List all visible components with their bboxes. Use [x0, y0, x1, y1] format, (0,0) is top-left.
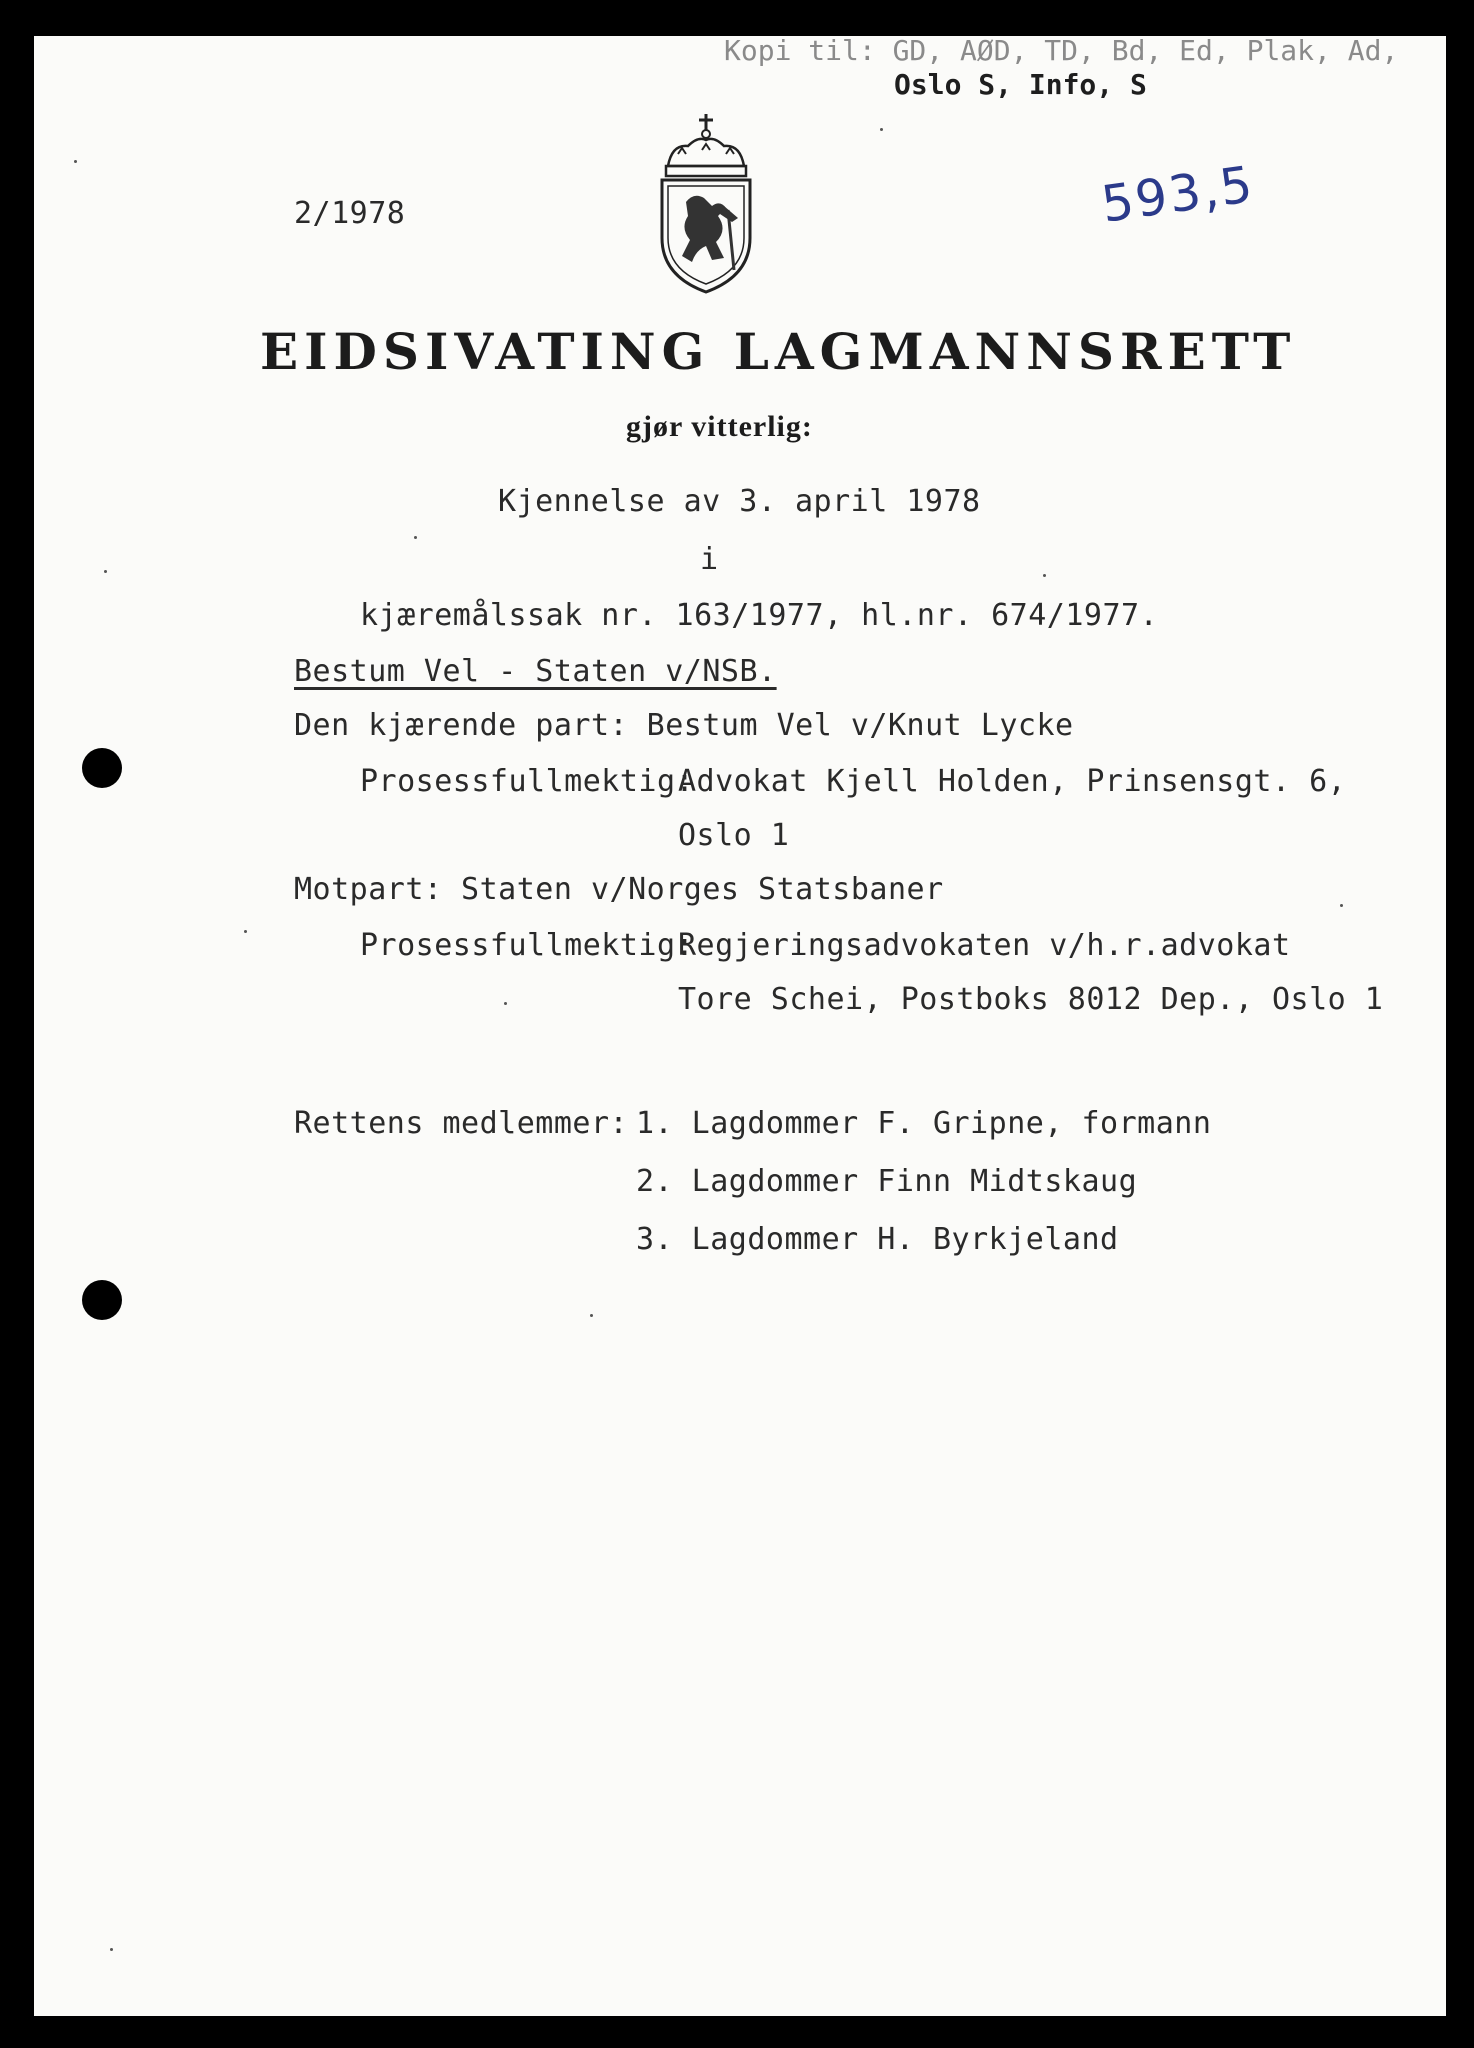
respondent-counsel-line-1: Regjeringsadvokaten v/h.r.advokat — [678, 928, 1291, 963]
scan-speck — [244, 930, 247, 933]
case-numbers: kjæremålssak nr. 163/1977, hl.nr. 674/1977. — [360, 598, 1159, 633]
copy-notice-line-2: Oslo S, Info, S — [894, 68, 1147, 101]
scan-speck — [74, 160, 77, 163]
punch-hole-bottom — [82, 1280, 122, 1320]
scan-speck — [110, 1948, 113, 1951]
decision-title: Kjennelse av 3. april 1978 — [498, 484, 981, 519]
parties-heading: Bestum Vel - Staten v/NSB. — [294, 654, 777, 689]
scan-speck — [1340, 904, 1343, 907]
scan-speck — [104, 570, 107, 573]
appellant: Den kjærende part: Bestum Vel v/Knut Lycke — [294, 708, 1074, 743]
appellant-counsel-label: Prosessfullmektig: — [360, 764, 695, 799]
punch-hole-top — [82, 748, 122, 788]
document-page — [34, 36, 1446, 2016]
scan-speck — [1043, 574, 1046, 577]
court-title: EIDSIVATING LAGMANNSRETT — [260, 322, 1297, 381]
coat-of-arms-icon — [654, 110, 758, 296]
respondent-counsel-line-2: Tore Schei, Postboks 8012 Dep., Oslo 1 — [678, 982, 1384, 1017]
court-subtitle: gjør vitterlig: — [626, 410, 813, 443]
copy-notice-line-1: Kopi til: GD, AØD, TD, Bd, Ed, Plak, Ad, — [724, 36, 1399, 67]
court-member-1: 1. Lagdommer F. Gripne, formann — [636, 1106, 1212, 1141]
scan-speck — [414, 536, 417, 539]
decision-connector: i — [700, 542, 719, 577]
scan-speck — [590, 1314, 593, 1317]
court-member-2: 2. Lagdommer Finn Midtskaug — [636, 1164, 1138, 1199]
appellant-counsel-line-2: Oslo 1 — [678, 818, 790, 853]
court-members-label: Rettens medlemmer: — [294, 1106, 629, 1141]
respondent-counsel-label: Prosessfullmektig: — [360, 928, 695, 963]
court-member-3: 3. Lagdommer H. Byrkjeland — [636, 1222, 1119, 1257]
document-number: 2/1978 — [294, 196, 406, 231]
scan-speck — [880, 128, 883, 131]
appellant-counsel-line-1: Advokat Kjell Holden, Prinsensgt. 6, — [678, 764, 1347, 799]
handwritten-reference: 593,5 — [1097, 154, 1258, 234]
scan-speck — [504, 1002, 507, 1005]
respondent: Motpart: Staten v/Norges Statsbaner — [294, 872, 944, 907]
